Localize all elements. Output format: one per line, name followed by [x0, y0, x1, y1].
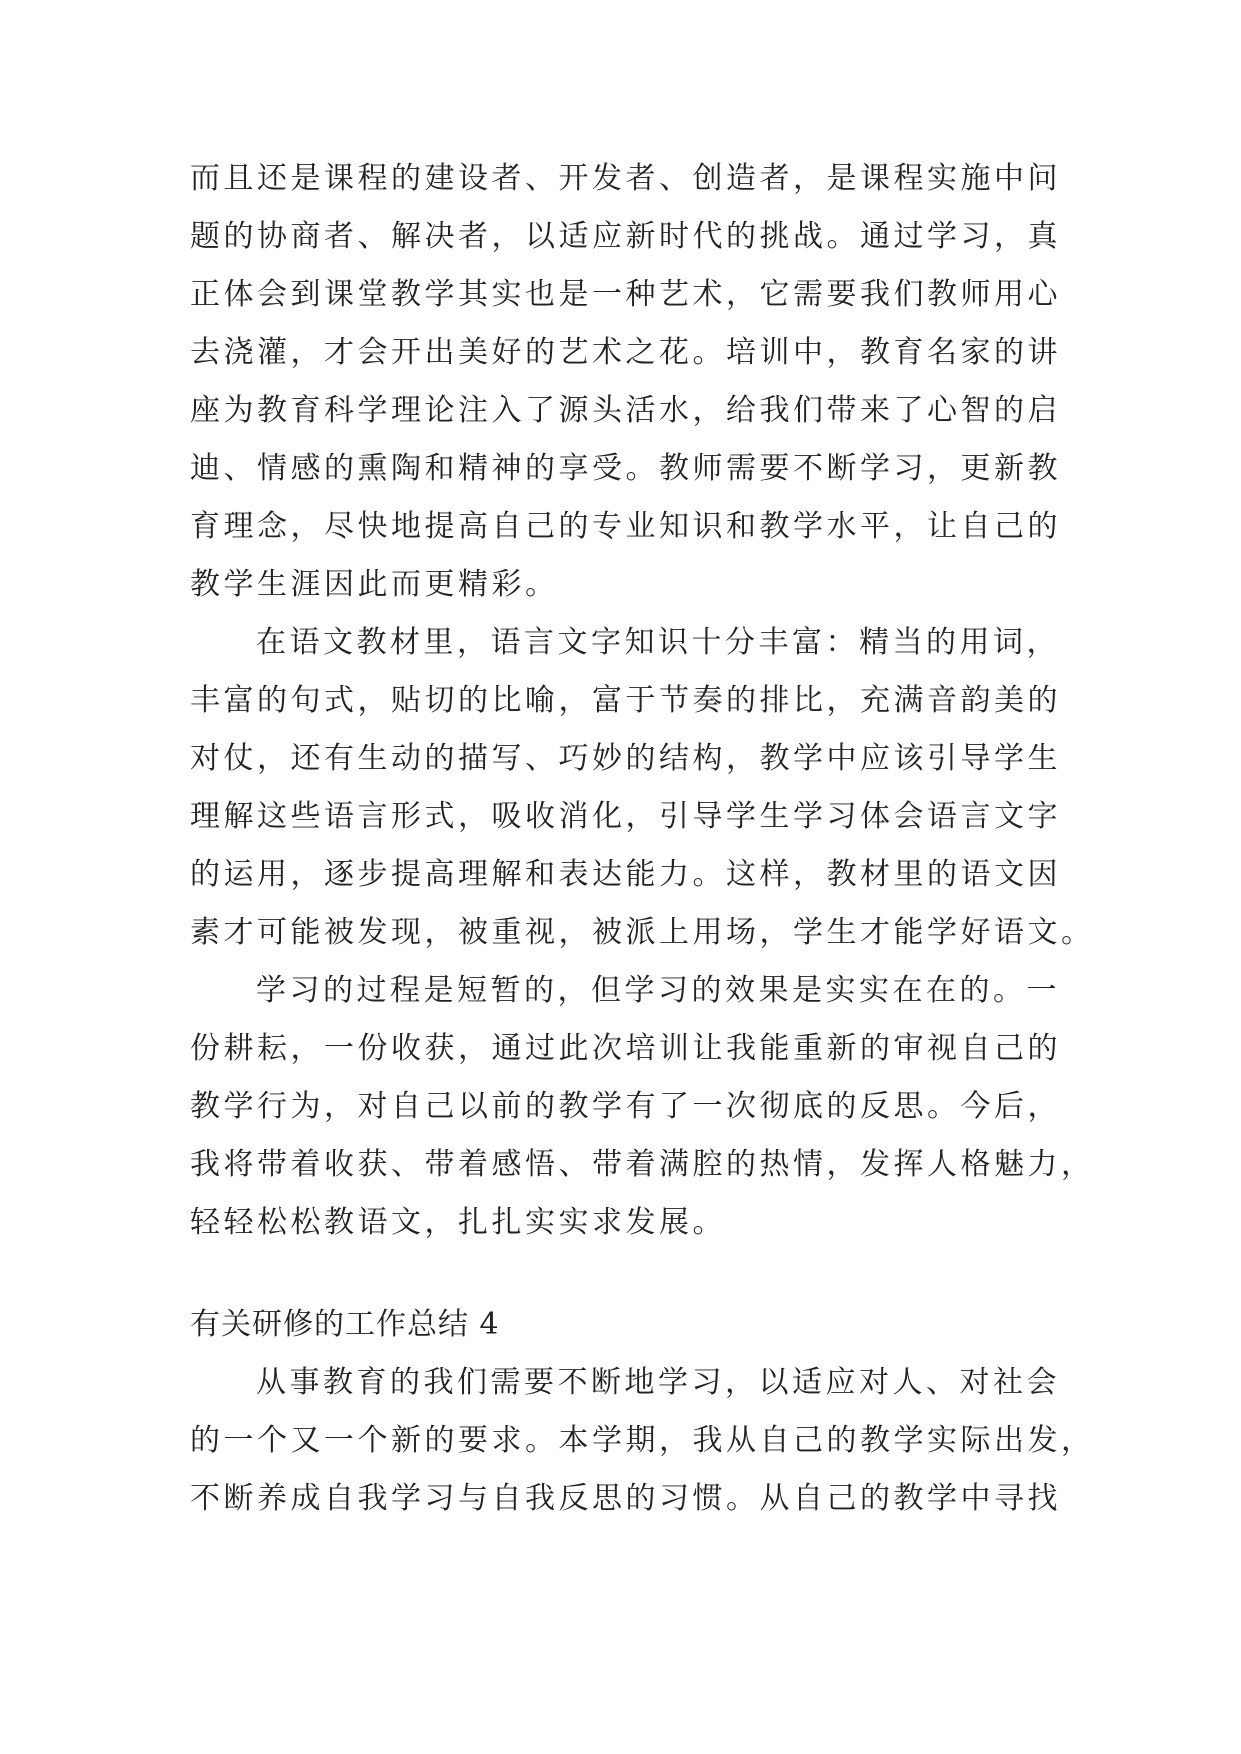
paragraph-line: 丰富的句式，贴切的比喻，富于节奏的排比，充满音韵美的 — [190, 683, 1061, 718]
paragraph-line: 迪、情感的熏陶和精神的享受。教师需要不断学习，更新教 — [190, 451, 1061, 486]
paragraph-line: 份耕耘，一份收获，通过此次培训让我能重新的审视自己的 — [190, 1031, 1061, 1066]
paragraph-2 — [190, 614, 1095, 962]
paragraph-line: 去浇灌，才会开出美好的艺术之花。培训中，教育名家的讲 — [190, 335, 1061, 370]
paragraph-line: 教学行为，对自己以前的教学有了一次彻底的反思。今后， — [190, 1089, 1061, 1124]
paragraph-line: 理解这些语言形式，吸收消化，引导学生学习体会语言文字 — [190, 799, 1061, 834]
paragraph-line: 素才可能被发现，被重视，被派上用场，学生才能学好语文。 — [190, 915, 1095, 950]
paragraph-line: 学习的过程是短暂的，但学习的效果是实实在在的。一 — [256, 973, 1060, 1008]
section-paragraph — [190, 1354, 1095, 1528]
paragraph-line: 我将带着收获、带着感悟、带着满腔的热情，发挥人格魅力， — [190, 1147, 1095, 1182]
paragraph-line: 从事教育的我们需要不断地学习，以适应对人、对社会 — [256, 1365, 1060, 1400]
paragraph-1 — [190, 150, 1070, 614]
document-body — [190, 150, 1095, 1528]
section-heading: 有关研修的工作总结 4 — [190, 1307, 500, 1342]
paragraph-line: 而且还是课程的建设者、开发者、创造者，是课程实施中问 — [190, 161, 1061, 196]
paragraph-line: 教学生涯因此而更精彩。 — [190, 567, 559, 602]
paragraph-line: 对仗，还有生动的描写、巧妙的结构，教学中应该引导学生 — [190, 741, 1061, 776]
paragraph-line: 不断养成自我学习与自我反思的习惯。从自己的教学中寻找 — [190, 1481, 1061, 1516]
paragraph-line: 育理念，尽快地提高自己的专业知识和教学水平，让自己的 — [190, 509, 1061, 544]
paragraph-line: 座为教育科学理论注入了源头活水，给我们带来了心智的启 — [190, 393, 1061, 428]
paragraph-line: 轻轻松松教语文，扎扎实实求发展。 — [190, 1205, 726, 1240]
paragraph-3 — [190, 962, 1095, 1252]
paragraph-line: 的运用，逐步提高理解和表达能力。这样，教材里的语文因 — [190, 857, 1061, 892]
paragraph-line: 的一个又一个新的要求。本学期，我从自己的教学实际出发， — [190, 1423, 1095, 1458]
paragraph-line: 在语文教材里，语言文字知识十分丰富：精当的用词， — [256, 625, 1060, 660]
paragraph-line: 正体会到课堂教学其实也是一种艺术，它需要我们教师用心 — [190, 277, 1061, 312]
paragraph-line: 题的协商者、解决者，以适应新时代的挑战。通过学习，真 — [190, 219, 1061, 254]
